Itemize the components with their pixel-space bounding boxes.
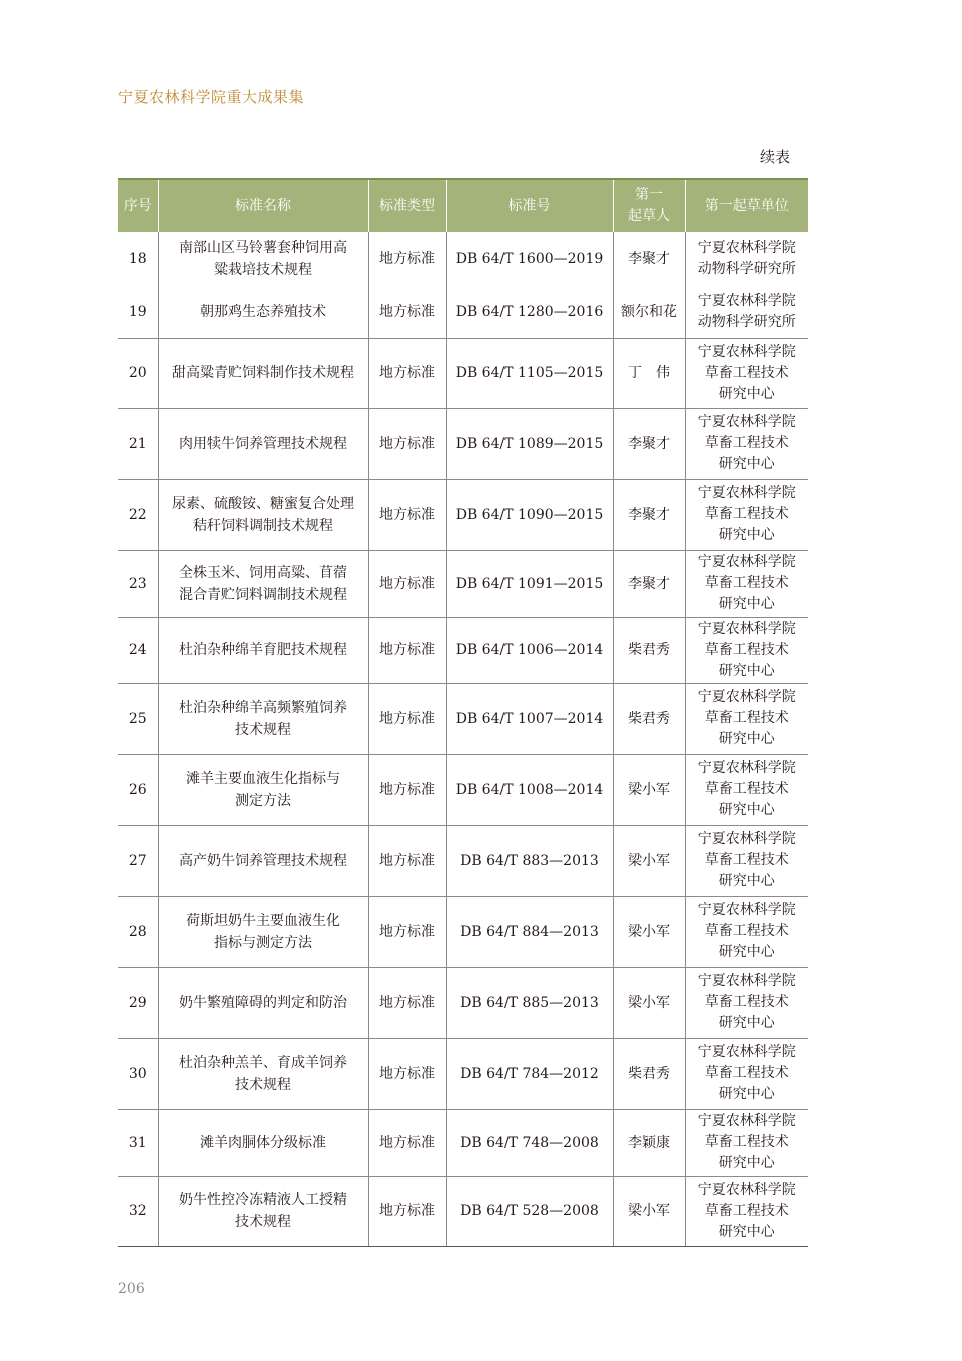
cell-name [158,896,368,967]
standards-table [118,178,808,1247]
cell-code: DB 64/T 885—2013 [446,967,613,1038]
cell-unit-line: 草畜工程技术 [704,710,789,726]
cell-unit-line: 草畜工程技术 [704,435,789,451]
cell-name-line: 滩羊肉胴体分级标准 [200,1134,326,1151]
cell-name-line: 甜高粱青贮饲料制作技术规程 [172,365,354,381]
cell-code: DB 64/T 1091—2015 [446,550,613,617]
table-row [118,754,808,825]
table-row [118,408,808,479]
cell-no: 29 [118,967,158,1038]
cell-type: 地方标准 [368,408,446,479]
cell-no: 31 [118,1109,158,1176]
cell-no: 18 [118,232,158,286]
cell-drafter: 柴君秀 [613,617,685,683]
cell-drafter: 李聚才 [613,550,685,617]
column-header-drafter [613,179,685,232]
cell-drafter: 额尔和花 [613,286,685,338]
cell-name [158,1109,368,1176]
cell-name-line: 奶牛性控冷冻精液人工授精 [179,1192,347,1208]
cell-no: 22 [118,479,158,550]
cell-drafter: 梁小军 [613,967,685,1038]
cell-unit-line: 宁夏农林科学院 [697,240,796,256]
cell-no: 32 [118,1176,158,1246]
cell-unit [685,896,808,967]
cell-name [158,967,368,1038]
cell-type: 地方标准 [368,617,446,683]
cell-drafter: 梁小军 [613,1176,685,1246]
cell-no: 25 [118,683,158,754]
cell-unit [685,338,808,408]
cell-unit-line: 草畜工程技术 [704,994,789,1010]
cell-type: 地方标准 [368,754,446,825]
cell-unit-line: 研究中心 [718,596,775,612]
cell-unit [685,479,808,550]
cell-unit [685,683,808,754]
cell-type: 地方标准 [368,1109,446,1176]
cell-name-line: 奶牛繁殖障碍的判定和防治 [179,994,347,1011]
cell-name-line: 杜泊杂种绵羊育肥技术规程 [179,642,347,658]
cell-unit-line: 宁夏农林科学院 [697,620,796,637]
column-header-name: 标准名称 [158,179,368,232]
cell-name-line: 混合青贮饲料调制技术规程 [179,586,347,603]
cell-name-line: 荷斯坦奶牛主要血液生化 [186,912,340,929]
cell-type: 地方标准 [368,479,446,550]
cell-unit-line: 宁夏农林科学院 [697,831,796,847]
cell-code: DB 64/T 1280—2016 [446,286,613,338]
cell-name-line: 技术规程 [235,1214,291,1230]
cell-name-line: 秸秆饲料调制技术规程 [193,517,333,534]
table-row [118,617,808,683]
cell-unit-line: 宁夏农林科学院 [697,902,796,918]
cell-type: 地方标准 [368,232,446,286]
cell-unit [685,550,808,617]
cell-type: 地方标准 [368,896,446,967]
table-row [118,232,808,286]
cell-unit-line: 宁夏农林科学院 [697,760,796,776]
cell-name-line: 技术规程 [235,721,291,738]
cell-unit [685,286,808,338]
cell-unit-line: 草畜工程技术 [704,364,789,381]
cell-unit-line: 草畜工程技术 [704,506,789,522]
cell-unit-line: 草畜工程技术 [704,781,789,797]
table-row [118,683,808,754]
cell-code: DB 64/T 1600—2019 [446,232,613,286]
cell-drafter: 柴君秀 [613,1038,685,1109]
cell-unit-line: 动物科学研究所 [697,261,796,277]
cell-name [158,1176,368,1246]
cell-no: 28 [118,896,158,967]
cell-no: 24 [118,617,158,683]
table-row [118,967,808,1038]
table-row [118,479,808,550]
cell-unit [685,1038,808,1109]
drafter-header-line: 起草人 [628,208,670,224]
cell-code: DB 64/T 1105—2015 [446,338,613,408]
column-header-type: 标准类型 [368,179,446,232]
cell-drafter: 李颖康 [613,1109,685,1176]
cell-unit-line: 研究中心 [718,662,775,679]
cell-drafter: 李聚才 [613,479,685,550]
cell-code: DB 64/T 1006—2014 [446,617,613,683]
table-row [118,1038,808,1109]
cell-type: 地方标准 [368,1176,446,1246]
cell-no: 23 [118,550,158,617]
cell-unit-line: 草畜工程技术 [704,1134,789,1150]
cell-unit [685,1176,808,1246]
cell-code: DB 64/T 528—2008 [446,1176,613,1246]
cell-unit-line: 宁夏农林科学院 [697,414,796,430]
table-row [118,825,808,896]
cell-unit-line: 宁夏农林科学院 [697,1044,796,1060]
cell-unit-line: 研究中心 [718,1155,775,1171]
cell-name-line: 测定方法 [235,792,291,809]
cell-unit-line: 研究中心 [718,873,775,889]
cell-unit-line: 研究中心 [718,456,775,472]
cell-unit [685,967,808,1038]
cell-type: 地方标准 [368,683,446,754]
cell-drafter: 李聚才 [613,408,685,479]
cell-code: DB 64/T 748—2008 [446,1109,613,1176]
cell-unit-line: 研究中心 [718,527,775,543]
cell-name [158,286,368,338]
cell-unit [685,617,808,683]
cell-unit-line: 研究中心 [718,802,775,818]
cell-type: 地方标准 [368,286,446,338]
cell-unit [685,825,808,896]
table-row [118,338,808,408]
cell-unit-line: 草畜工程技术 [704,923,789,939]
cell-unit-line: 宁夏农林科学院 [697,485,796,501]
cell-name [158,550,368,617]
cell-no: 21 [118,408,158,479]
cell-unit-line: 宁夏农林科学院 [697,343,796,360]
cell-name-line: 滩羊主要血液生化指标与 [186,770,340,787]
cell-drafter: 梁小军 [613,754,685,825]
cell-unit-line: 草畜工程技术 [704,1065,789,1081]
continued-label: 续表 [760,148,791,166]
cell-unit-line: 研究中心 [718,944,775,960]
cell-name-line: 尿素、硫酸铵、糖蜜复合处理 [172,495,354,512]
cell-unit-line: 研究中心 [718,385,775,402]
cell-unit [685,1109,808,1176]
cell-name [158,825,368,896]
cell-unit-line: 研究中心 [718,1223,775,1240]
cell-code: DB 64/T 1089—2015 [446,408,613,479]
cell-unit [685,408,808,479]
cell-no: 19 [118,286,158,338]
cell-name-line: 杜泊杂种绵羊高频繁殖饲养 [179,699,347,716]
cell-code: DB 64/T 883—2013 [446,825,613,896]
cell-name [158,479,368,550]
cell-name [158,232,368,286]
cell-unit-line: 宁夏农林科学院 [697,1181,796,1198]
cell-no: 27 [118,825,158,896]
column-header-code: 标准号 [446,179,613,232]
cell-name-line: 杜泊杂种羔羊、育成羊饲养 [179,1054,347,1071]
cell-name [158,754,368,825]
running-title: 宁夏农林科学院重大成果集 [118,88,305,106]
cell-unit-line: 草畜工程技术 [704,575,789,591]
cell-unit-line: 宁夏农林科学院 [697,973,796,989]
cell-unit-line: 研究中心 [718,1086,775,1102]
table-row [118,1109,808,1176]
column-header-no: 序号 [118,179,158,232]
cell-drafter: 柴君秀 [613,683,685,754]
cell-name-line: 高产奶牛饲养管理技术规程 [179,852,347,869]
cell-unit-line: 宁夏农林科学院 [697,1113,796,1129]
cell-code: DB 64/T 884—2013 [446,896,613,967]
cell-unit-line: 研究中心 [718,731,775,747]
table-row [118,550,808,617]
cell-unit-line: 宁夏农林科学院 [697,689,796,705]
cell-no: 26 [118,754,158,825]
cell-no: 20 [118,338,158,408]
cell-drafter: 丁 伟 [613,338,685,408]
table-header-row [118,179,808,232]
cell-drafter: 梁小军 [613,825,685,896]
cell-name [158,408,368,479]
cell-name [158,617,368,683]
cell-code: DB 64/T 1008—2014 [446,754,613,825]
cell-code: DB 64/T 1090—2015 [446,479,613,550]
page-number: 206 [118,1281,145,1297]
cell-code: DB 64/T 1007—2014 [446,683,613,754]
cell-unit-line: 草畜工程技术 [704,641,789,658]
table-row [118,896,808,967]
cell-name-line: 指标与测定方法 [214,934,312,951]
column-header-unit: 第一起草单位 [685,179,808,232]
cell-code: DB 64/T 784—2012 [446,1038,613,1109]
cell-name [158,338,368,408]
cell-type: 地方标准 [368,1038,446,1109]
table-row [118,286,808,338]
cell-name-line: 粱栽培技术规程 [214,262,312,278]
cell-name-line: 肉用犊牛饲养管理技术规程 [179,435,347,452]
cell-no: 30 [118,1038,158,1109]
cell-type: 地方标准 [368,967,446,1038]
cell-unit-line: 宁夏农林科学院 [697,292,796,309]
cell-type: 地方标准 [368,825,446,896]
table-body [118,232,808,1246]
cell-unit-line: 草畜工程技术 [704,852,789,868]
cell-drafter: 李聚才 [613,232,685,286]
cell-name-line: 技术规程 [235,1076,291,1093]
cell-unit [685,232,808,286]
cell-type: 地方标准 [368,338,446,408]
cell-name-line: 南部山区马铃薯套种饲用高 [179,240,347,256]
cell-name [158,1038,368,1109]
table-row [118,1176,808,1246]
cell-name-line: 全株玉米、饲用高粱、苜蓿 [179,564,347,581]
drafter-header-line: 第一 [635,187,663,203]
cell-name [158,683,368,754]
cell-unit-line: 草畜工程技术 [704,1202,789,1219]
cell-drafter: 梁小军 [613,896,685,967]
cell-unit-line: 研究中心 [718,1015,775,1031]
cell-unit-line: 宁夏农林科学院 [697,554,796,570]
cell-unit [685,754,808,825]
cell-name-line: 朝那鸡生态养殖技术 [200,303,326,320]
cell-type: 地方标准 [368,550,446,617]
cell-unit-line: 动物科学研究所 [697,313,796,330]
